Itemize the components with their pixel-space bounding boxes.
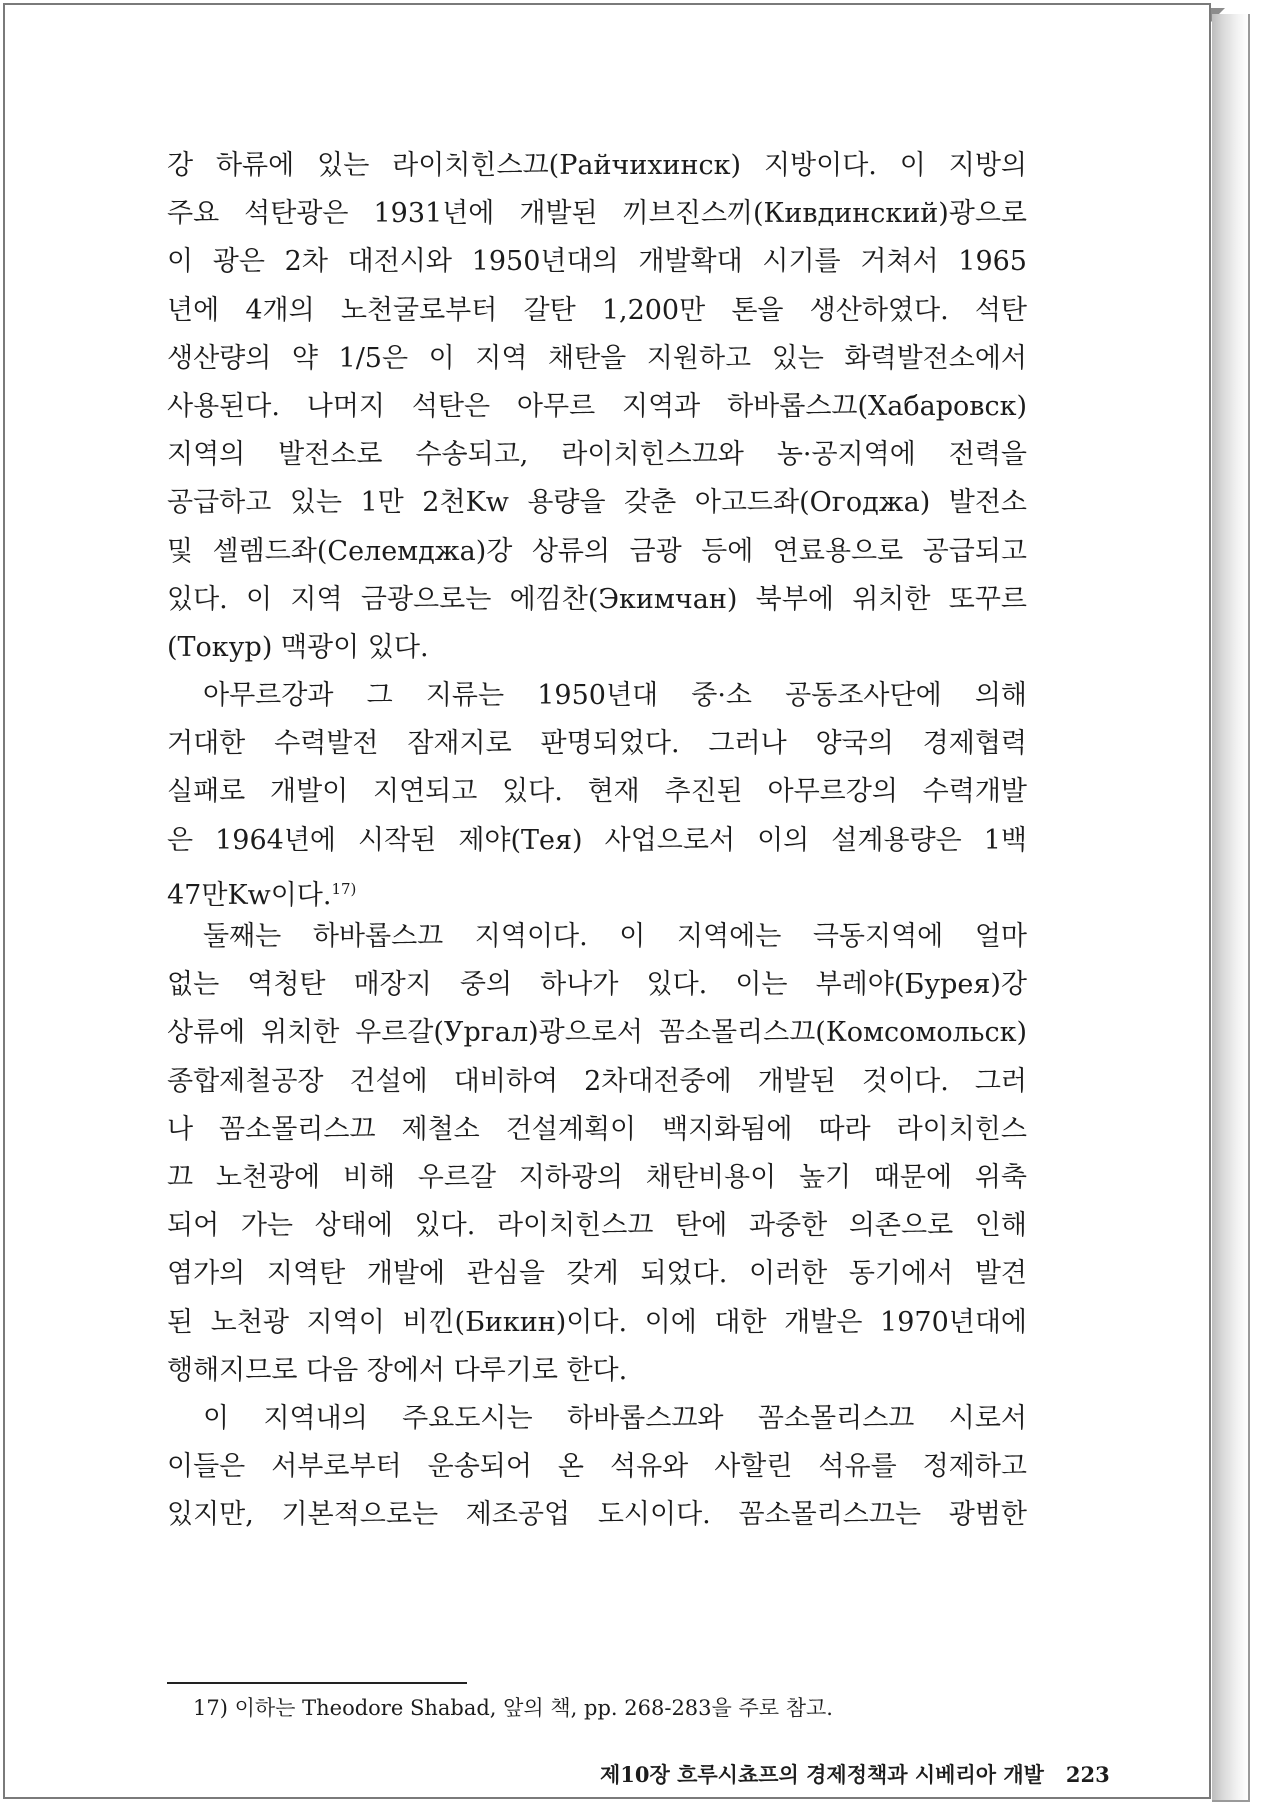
text-line: 실패로 개발이 지연되고 있다. 현재 추진된 아무르강의 수력개발 <box>167 776 1027 808</box>
paragraph-start-line: 이 지역내의 주요도시는 하바롭스끄와 꼼소몰리스끄 시로서 <box>203 1402 1027 1434</box>
text-fragment: 47만Kw이다. <box>167 879 332 911</box>
text-line: 나 꼼소몰리스끄 제철소 건설계획이 백지화됨에 따라 라이치힌스 <box>167 1113 1027 1145</box>
text-line: 주요 석탄광은 1931년에 개발된 끼브진스끼(Кивдинский)광으로 <box>167 198 1027 230</box>
text-line: 끄 노천광에 비해 우르갈 지하광의 채탄비용이 높기 때문에 위축 <box>167 1161 1027 1193</box>
text-line: 되어 가는 상태에 있다. 라이치힌스끄 탄에 과중한 의존으로 인해 <box>167 1210 1027 1242</box>
text-line: 공급하고 있는 1만 2천Kw 용량을 갖춘 아고드좌(Огоджа) 발전소 <box>167 487 1027 519</box>
text-line: (Токур) 맥광이 있다. <box>167 631 429 663</box>
chapter-title: 제10장 흐루시쵸프의 경제정책과 시베리아 개발 <box>600 1762 1044 1787</box>
text-line: 이들은 서부로부터 운송되어 온 석유와 사할린 석유를 정제하고 <box>167 1451 1027 1483</box>
text-line: 있다. 이 지역 금광으로는 에낌찬(Экимчан) 북부에 위치한 또꾸르 <box>167 583 1027 615</box>
text-line: 있지만, 기본적으로는 제조공업 도시이다. 꼼소몰리스끄는 광범한 <box>167 1499 1027 1531</box>
page-edge-shadow <box>1212 14 1250 1802</box>
text-line: 상류에 위치한 우르갈(Ургал)광으로서 꼼소몰리스끄(Комсомольск) <box>167 1017 1027 1049</box>
text-line: 및 셀렘드좌(Селемджа)강 상류의 금광 등에 연료용으로 공급되고 <box>167 535 1027 567</box>
text-line: 생산량의 약 1/5은 이 지역 채탄을 지원하고 있는 화력발전소에서 <box>167 342 1027 374</box>
text-line: 염가의 지역탄 개발에 관심을 갖게 되었다. 이러한 동기에서 발견 <box>167 1258 1027 1290</box>
text-line-with-footnote <box>167 865 1027 913</box>
text-line: 종합제철공장 건설에 대비하여 2차대전중에 개발된 것이다. 그러 <box>167 1065 1027 1097</box>
footnote: 17) 이하는 Theodore Shabad, 앞의 책, pp. 268-283을 주로 참고. <box>193 1696 833 1720</box>
body-text <box>167 142 1027 1539</box>
text-line: 은 1964년에 시작된 제야(Тея) 사업으로서 이의 설계용량은 1백 <box>167 824 1027 856</box>
paragraph-start-line: 아무르강과 그 지류는 1950년대 중·소 공동조사단에 의해 <box>203 680 1027 712</box>
paragraph-start-line: 둘째는 하바롭스끄 지역이다. 이 지역에는 극동지역에 얼마 <box>203 921 1027 952</box>
page-number: 223 <box>1065 1762 1110 1787</box>
text-line: 강 하류에 있는 라이치힌스끄(Райчихинск) 지방이다. 이 지방의 <box>167 150 1027 181</box>
running-footer <box>600 1759 1110 1791</box>
footnote-reference[interactable]: 17) <box>331 879 357 898</box>
text-line: 된 노천광 지역이 비낀(Бикин)이다. 이에 대한 개발은 1970년대에 <box>167 1306 1027 1338</box>
text-line: 행해지므로 다음 장에서 다루기로 한다. <box>167 1354 628 1386</box>
text-line: 없는 역청탄 매장지 중의 하나가 있다. 이는 부레야(Бурея)강 <box>167 969 1027 1001</box>
text-line: 사용된다. 나머지 석탄은 아무르 지역과 하바롭스끄(Хабаровск) <box>167 390 1027 422</box>
text-line: 지역의 발전소로 수송되고, 라이치힌스끄와 농·공지역에 전력을 <box>167 439 1027 471</box>
text-line: 년에 4개의 노천굴로부터 갈탄 1,200만 톤을 생산하였다. 석탄 <box>167 294 1027 326</box>
footnote-divider <box>167 1682 467 1684</box>
text-line: 이 광은 2차 대전시와 1950년대의 개발확대 시기를 거쳐서 1965 <box>167 246 1027 278</box>
text-line: 거대한 수력발전 잠재지로 판명되었다. 그러나 양국의 경제협력 <box>167 728 1027 760</box>
